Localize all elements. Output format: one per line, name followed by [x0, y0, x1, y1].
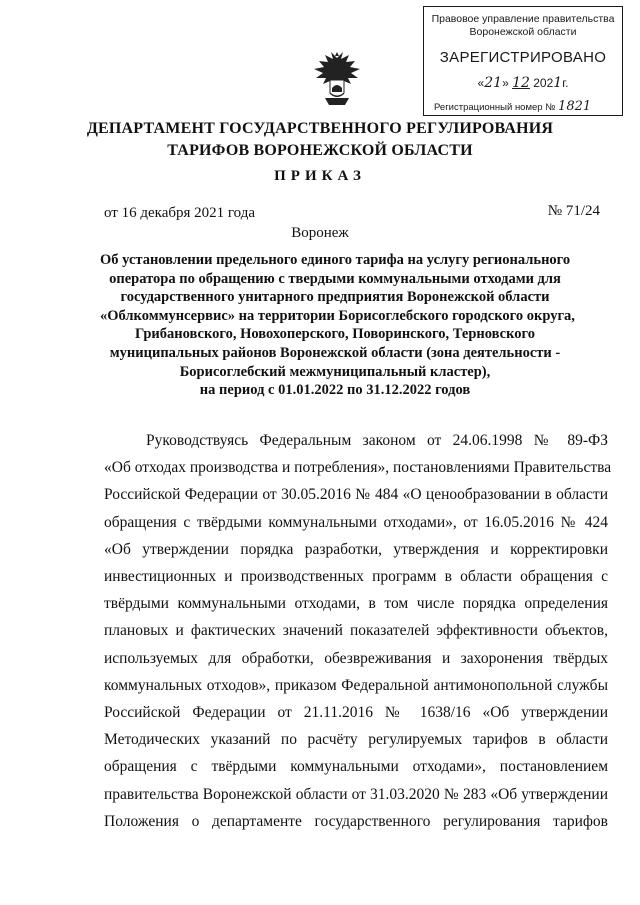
registration-stamp: [423, 6, 623, 116]
title-line: Грибановского, Новохоперского, Поворинского, Терновского: [135, 326, 535, 343]
title-line: оператора по обращению с твердыми коммунальными отходами для: [109, 270, 561, 287]
department-line: ТАРИФОВ ВОРОНЕЖСКОЙ ОБЛАСТИ: [167, 142, 473, 159]
body-line: Российской Федерации от 30.05.2016 № 484 «О ценообразовании в области: [104, 486, 608, 504]
stamp-year-suffix: 1: [553, 75, 563, 91]
document-body: [104, 427, 612, 835]
department-line: ДЕПАРТАМЕНТ ГОСУДАРСТВЕННОГО РЕГУЛИРОВАНИЯ: [86, 120, 554, 137]
stamp-organization: [424, 13, 622, 39]
stamp-date: «21» 12 2021г.: [477, 75, 569, 91]
document-title: [100, 251, 575, 400]
document-city: Воронеж: [291, 225, 349, 241]
stamp-day: 21: [484, 75, 503, 91]
body-line: плановых и фактических значений показателей эффективности объектов,: [104, 622, 608, 640]
title-line: «Облкоммунсервис» на территории Борисоглебского городского округа,: [100, 307, 575, 324]
stamp-org-line: Воронежской области: [469, 26, 577, 38]
body-line: Методических указаний по расчёту регулируемых тарифов в области: [104, 731, 608, 749]
coat-of-arms-icon: [311, 50, 363, 108]
title-line: на период с 01.01.2022 по 31.12.2022 годов: [199, 382, 471, 399]
body-line: «Об отходах производства и потребления», постановлениями Правительства: [104, 459, 612, 477]
body-line: инвестиционных и производственных программ в области обращения с: [104, 568, 608, 586]
stamp-reg-value: 1821: [558, 99, 592, 114]
stamp-status: ЗАРЕГИСТРИРОВАНО: [439, 49, 607, 66]
body-line: коммунальных отходов», приказом Федеральной антимонопольной службы: [104, 676, 608, 694]
body-line: обращения с твёрдыми коммунальными отходами», постановлением: [104, 758, 608, 776]
title-line: государственного унитарного предприятия Воронежской области: [120, 289, 550, 306]
body-line: твёрдыми коммунальными отходами, в том числе порядка определения: [104, 595, 608, 613]
body-line: Положения о департаменте государственного регулирования тарифов: [104, 812, 608, 830]
body-line: Российской Федерации от 21.11.2016 № 1638/16 «Об утверждении: [104, 704, 608, 722]
stamp-org-line: Правовое управление правительства: [431, 13, 615, 25]
stamp-month: 12: [512, 75, 530, 91]
stamp-reg-number: [434, 99, 616, 114]
department-name: [60, 118, 580, 162]
stamp-year-prefix: 202: [533, 76, 554, 90]
body-line: «Об утверждении порядка разработки, утверждения и корректировки: [104, 540, 608, 558]
body-line: правительства Воронежской области от 31.03.2020 № 283 «Об утверждении: [104, 785, 608, 803]
title-line: Борисоглебский межмуниципальный кластер),: [179, 363, 491, 380]
document-type: ПРИКАЗ: [274, 168, 366, 184]
body-line: Руководствуясь Федеральным законом от 24.06.1998 № 89-ФЗ: [146, 432, 608, 449]
title-line: Об установлении предельного единого тарифа на услугу регионального: [100, 252, 571, 268]
document-date: от 16 декабря 2021 года: [104, 205, 256, 221]
document-number: № 71/24: [547, 203, 600, 219]
stamp-reg-label: Регистрационный номер №: [434, 102, 556, 113]
body-line: обращения с твёрдыми коммунальными отходами», от 16.05.2016 № 424: [104, 513, 608, 531]
title-line: муниципальных районов Воронежской области (зона деятельности -: [109, 344, 561, 361]
body-line: используемых для обработки, обезвреживания и захоронения твёрдых: [104, 649, 608, 667]
